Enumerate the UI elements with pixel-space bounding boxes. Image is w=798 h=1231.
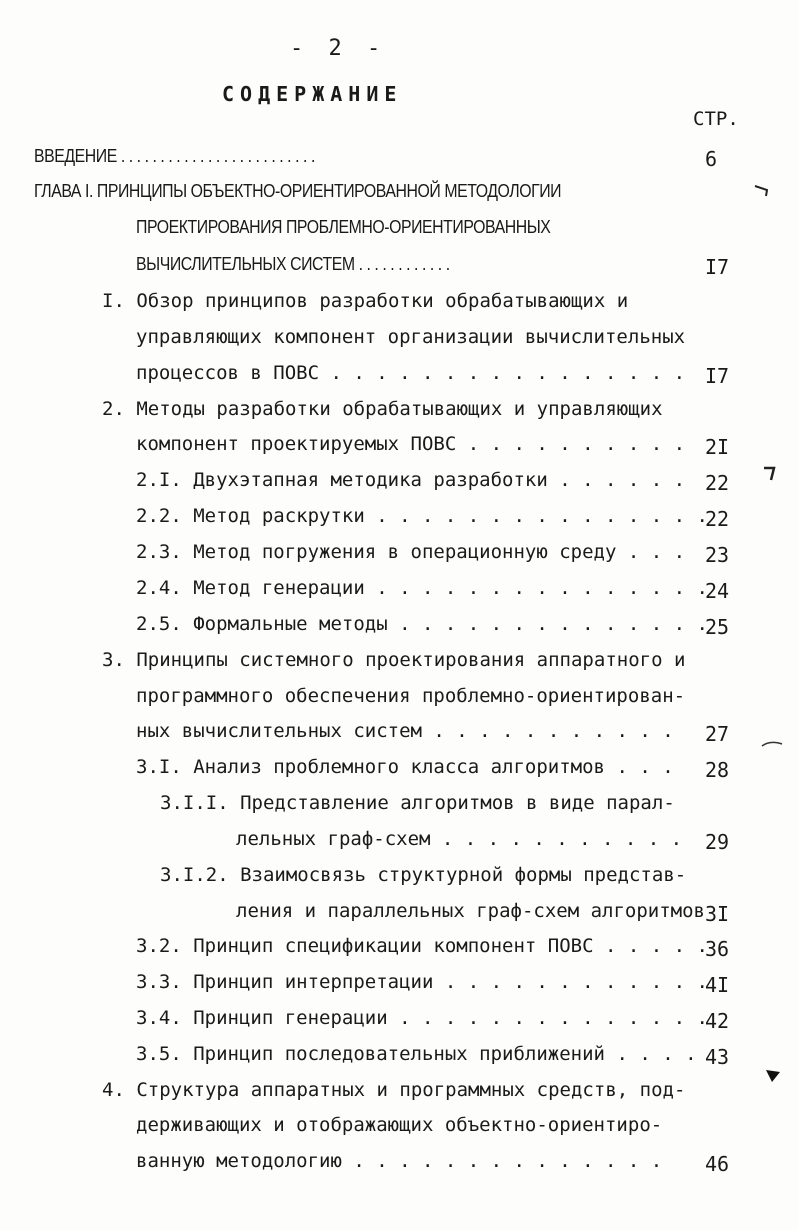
- toc-page-3-4: 42: [705, 1009, 730, 1033]
- toc-entry-2-5: 2.5. Формальные методы . . . . . . . . . . . . . .: [136, 613, 708, 635]
- toc-entry-2-3: 2.3. Метод погружения в операционную среду . . .: [136, 541, 686, 563]
- page-column-label: СТР.: [693, 108, 739, 130]
- toc-page-2: 2I: [705, 435, 730, 459]
- margin-mark: [760, 462, 780, 484]
- toc-page-3-1: 28: [705, 758, 730, 782]
- toc-page-2-4: 24: [705, 579, 730, 603]
- toc-entry-2-end: компонент проектируемых ПОВС . . . . . . . . . .: [136, 433, 686, 455]
- toc-entry-1-cont: управляющих компонент организации вычислительных: [136, 326, 686, 348]
- toc-page-2-2: 22: [705, 507, 730, 531]
- toc-page-3-2: 36: [705, 937, 730, 961]
- toc-entry-2-2: 2.2. Метод раскрутки . . . . . . . . . . . . . . .: [136, 505, 708, 527]
- toc-page-3-1-2: 3I: [705, 902, 730, 926]
- toc-entry-2-1: 2.I. Двухэтапная методика разработки . . . . . .: [136, 469, 686, 491]
- toc-entry-3-cont: программного обеспечения проблемно-ориентирован-: [136, 685, 686, 707]
- toc-entry-1: I. Обзор принципов разработки обрабатывающих и: [102, 290, 629, 312]
- toc-page-4: 46: [705, 1152, 730, 1176]
- toc-entry-3-1-2-end: ления и параллельных граф-схем алгоритмов: [236, 900, 705, 922]
- toc-entry-3: 3. Принципы системного проектирования аппаратного и: [102, 649, 686, 671]
- toc-entry-3-1-1: 3.I.I. Представление алгоритмов в виде парал-: [160, 792, 675, 814]
- toc-entry-3-5: 3.5. Принцип последовательных приближений . . . .: [136, 1043, 697, 1065]
- toc-entry-intro: ВВЕДЕНИЕ . . . . . . . . . . . . . . . . . . . . . . . . .: [34, 146, 315, 166]
- page-title: СОДЕРЖАНИЕ: [222, 82, 403, 106]
- margin-mark: [760, 738, 786, 752]
- toc-entry-1-end: процессов в ПОВС . . . . . . . . . . . . . . . .: [136, 362, 686, 384]
- toc-entry-3-1-1-end: лельных граф-схем . . . . . . . . . . .: [236, 828, 683, 850]
- toc-page-3-5: 43: [705, 1045, 730, 1069]
- toc-page-3: 27: [705, 722, 730, 746]
- toc-page-1: I7: [705, 364, 730, 388]
- toc-entry-4-end: ванную методологию . . . . . . . . . . . . . .: [136, 1150, 663, 1172]
- page-number: - 2 -: [290, 36, 387, 61]
- toc-page-3-3: 4I: [705, 973, 730, 997]
- toc-entry-chapter-1: ГЛАВА I. ПРИНЦИПЫ ОБЪЕКТНО-ОРИЕНТИРОВАННОЙ МЕТОДОЛОГИИ: [34, 181, 562, 201]
- toc-entry-3-4: 3.4. Принцип генерации . . . . . . . . . . . . . .: [136, 1007, 708, 1029]
- toc-entry-4: 4. Структура аппаратных и программных средств, под-: [102, 1079, 686, 1101]
- toc-page-intro: 6: [705, 147, 718, 171]
- toc-entry-3-1-2: 3.I.2. Взаимосвязь структурной формы представ-: [160, 864, 687, 886]
- toc-page-2-3: 23: [705, 543, 730, 567]
- toc-entry-3-2: 3.2. Принцип спецификации компонент ПОВС . . . . .: [136, 935, 708, 957]
- toc-entry-3-end: ных вычислительных систем . . . . . . . . . . .: [136, 720, 674, 742]
- toc-entry-chapter-1-cont: ПРОЕКТИРОВАНИЯ ПРОБЛЕМНО-ОРИЕНТИРОВАННЫХ: [136, 217, 551, 237]
- toc-entry-chapter-1-end: ВЫЧИСЛИТЕЛЬНЫХ СИСТЕМ . . . . . . . . . . . .: [136, 254, 450, 274]
- toc-entry-4-cont: держивающих и отображающих объектно-ориентиро-: [136, 1114, 663, 1136]
- toc-entry-3-3: 3.3. Принцип интерпретации . . . . . . . . . . . .: [136, 971, 708, 993]
- toc-entry-2-4: 2.4. Метод генерации . . . . . . . . . . . . . . .: [136, 577, 708, 599]
- toc-entry-3-1: 3.I. Анализ проблемного класса алгоритмов . . .: [136, 756, 674, 778]
- toc-page-2-5: 25: [705, 615, 730, 639]
- toc-page-2-1: 22: [705, 471, 730, 495]
- toc-page-3-1-1: 29: [705, 830, 730, 854]
- margin-mark: [752, 180, 772, 200]
- margin-mark: [762, 1062, 786, 1086]
- toc-entry-2: 2. Методы разработки обрабатывающих и управляющих: [102, 398, 663, 420]
- toc-page-chapter-1: I7: [705, 255, 730, 279]
